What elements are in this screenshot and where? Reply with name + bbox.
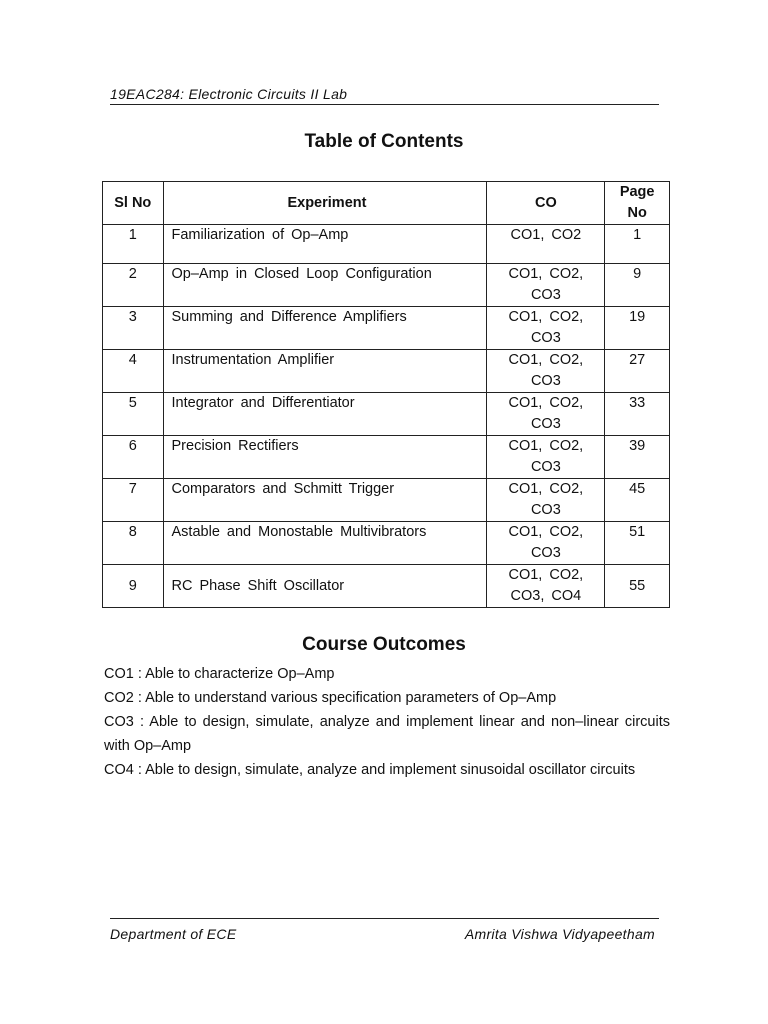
co-cell: CO1, CO2, CO3 (487, 307, 605, 350)
experiment-cell: RC Phase Shift Oscillator (163, 565, 487, 608)
experiment-cell: Summing and Difference Amplifiers (163, 307, 487, 350)
sl-cell: 4 (103, 350, 164, 393)
col-experiment-header: Experiment (163, 182, 487, 225)
sl-cell: 1 (103, 225, 164, 264)
col-co-header: CO (487, 182, 605, 225)
co-cell: CO1, CO2, CO3 (487, 522, 605, 565)
sl-cell: 3 (103, 307, 164, 350)
table-row (103, 565, 670, 608)
page-cell: 1 (605, 225, 670, 264)
toc-header-row (103, 182, 670, 225)
co-cell: CO1, CO2, CO3 (487, 264, 605, 307)
footer-divider (110, 918, 659, 919)
page-cell: 19 (605, 307, 670, 350)
sl-cell: 6 (103, 436, 164, 479)
sl-cell: 9 (103, 565, 164, 608)
col-sl-header: Sl No (103, 182, 164, 225)
table-row (103, 307, 670, 350)
table-row (103, 350, 670, 393)
page-cell: 33 (605, 393, 670, 436)
toc-title: Table of Contents (304, 131, 464, 152)
table-row (103, 522, 670, 565)
table-row (103, 225, 670, 264)
outcomes-title: Course Outcomes (302, 634, 466, 655)
experiment-cell: Comparators and Schmitt Trigger (163, 479, 487, 522)
experiment-cell: Integrator and Differentiator (163, 393, 487, 436)
page-cell: 55 (605, 565, 670, 608)
outcome-item: CO3 : Able to design, simulate, analyze and implement linear and non–linear circuits with Op–Amp (104, 714, 670, 754)
sl-cell: 7 (103, 479, 164, 522)
page-cell: 27 (605, 350, 670, 393)
table-row (103, 436, 670, 479)
footer-department: Department of ECE (110, 926, 237, 942)
page-cell: 45 (605, 479, 670, 522)
toc-table (102, 181, 670, 608)
co-cell: CO1, CO2, CO3 (487, 350, 605, 393)
outcomes-list (104, 662, 670, 782)
co-cell: CO1, CO2 (487, 225, 605, 264)
course-title: 19EAC284: Electronic Circuits II Lab (110, 86, 348, 102)
page-cell: 39 (605, 436, 670, 479)
experiment-cell: Astable and Monostable Multivibrators (163, 522, 487, 565)
page-cell: 51 (605, 522, 670, 565)
sl-cell: 2 (103, 264, 164, 307)
co-cell: CO1, CO2, CO3, CO4 (487, 565, 605, 608)
experiment-cell: Familiarization of Op–Amp (163, 225, 487, 264)
table-row (103, 393, 670, 436)
sl-cell: 5 (103, 393, 164, 436)
experiment-cell: Op–Amp in Closed Loop Configuration (163, 264, 487, 307)
table-row (103, 479, 670, 522)
co-cell: CO1, CO2, CO3 (487, 436, 605, 479)
co-cell: CO1, CO2, CO3 (487, 479, 605, 522)
col-page-header: Page No (605, 182, 670, 225)
experiment-cell: Instrumentation Amplifier (163, 350, 487, 393)
page-header (110, 86, 659, 105)
outcome-item: CO1 : Able to characterize Op–Amp (104, 666, 335, 682)
sl-cell: 8 (103, 522, 164, 565)
outcome-item: CO4 : Able to design, simulate, analyze and implement sinusoidal oscillator circuits (104, 762, 636, 778)
co-cell: CO1, CO2, CO3 (487, 393, 605, 436)
outcome-item: CO2 : Able to understand various specification parameters of Op–Amp (104, 690, 557, 706)
table-row (103, 264, 670, 307)
footer-institution: Amrita Vishwa Vidyapeetham (464, 926, 655, 942)
experiment-cell: Precision Rectifiers (163, 436, 487, 479)
page-cell: 9 (605, 264, 670, 307)
